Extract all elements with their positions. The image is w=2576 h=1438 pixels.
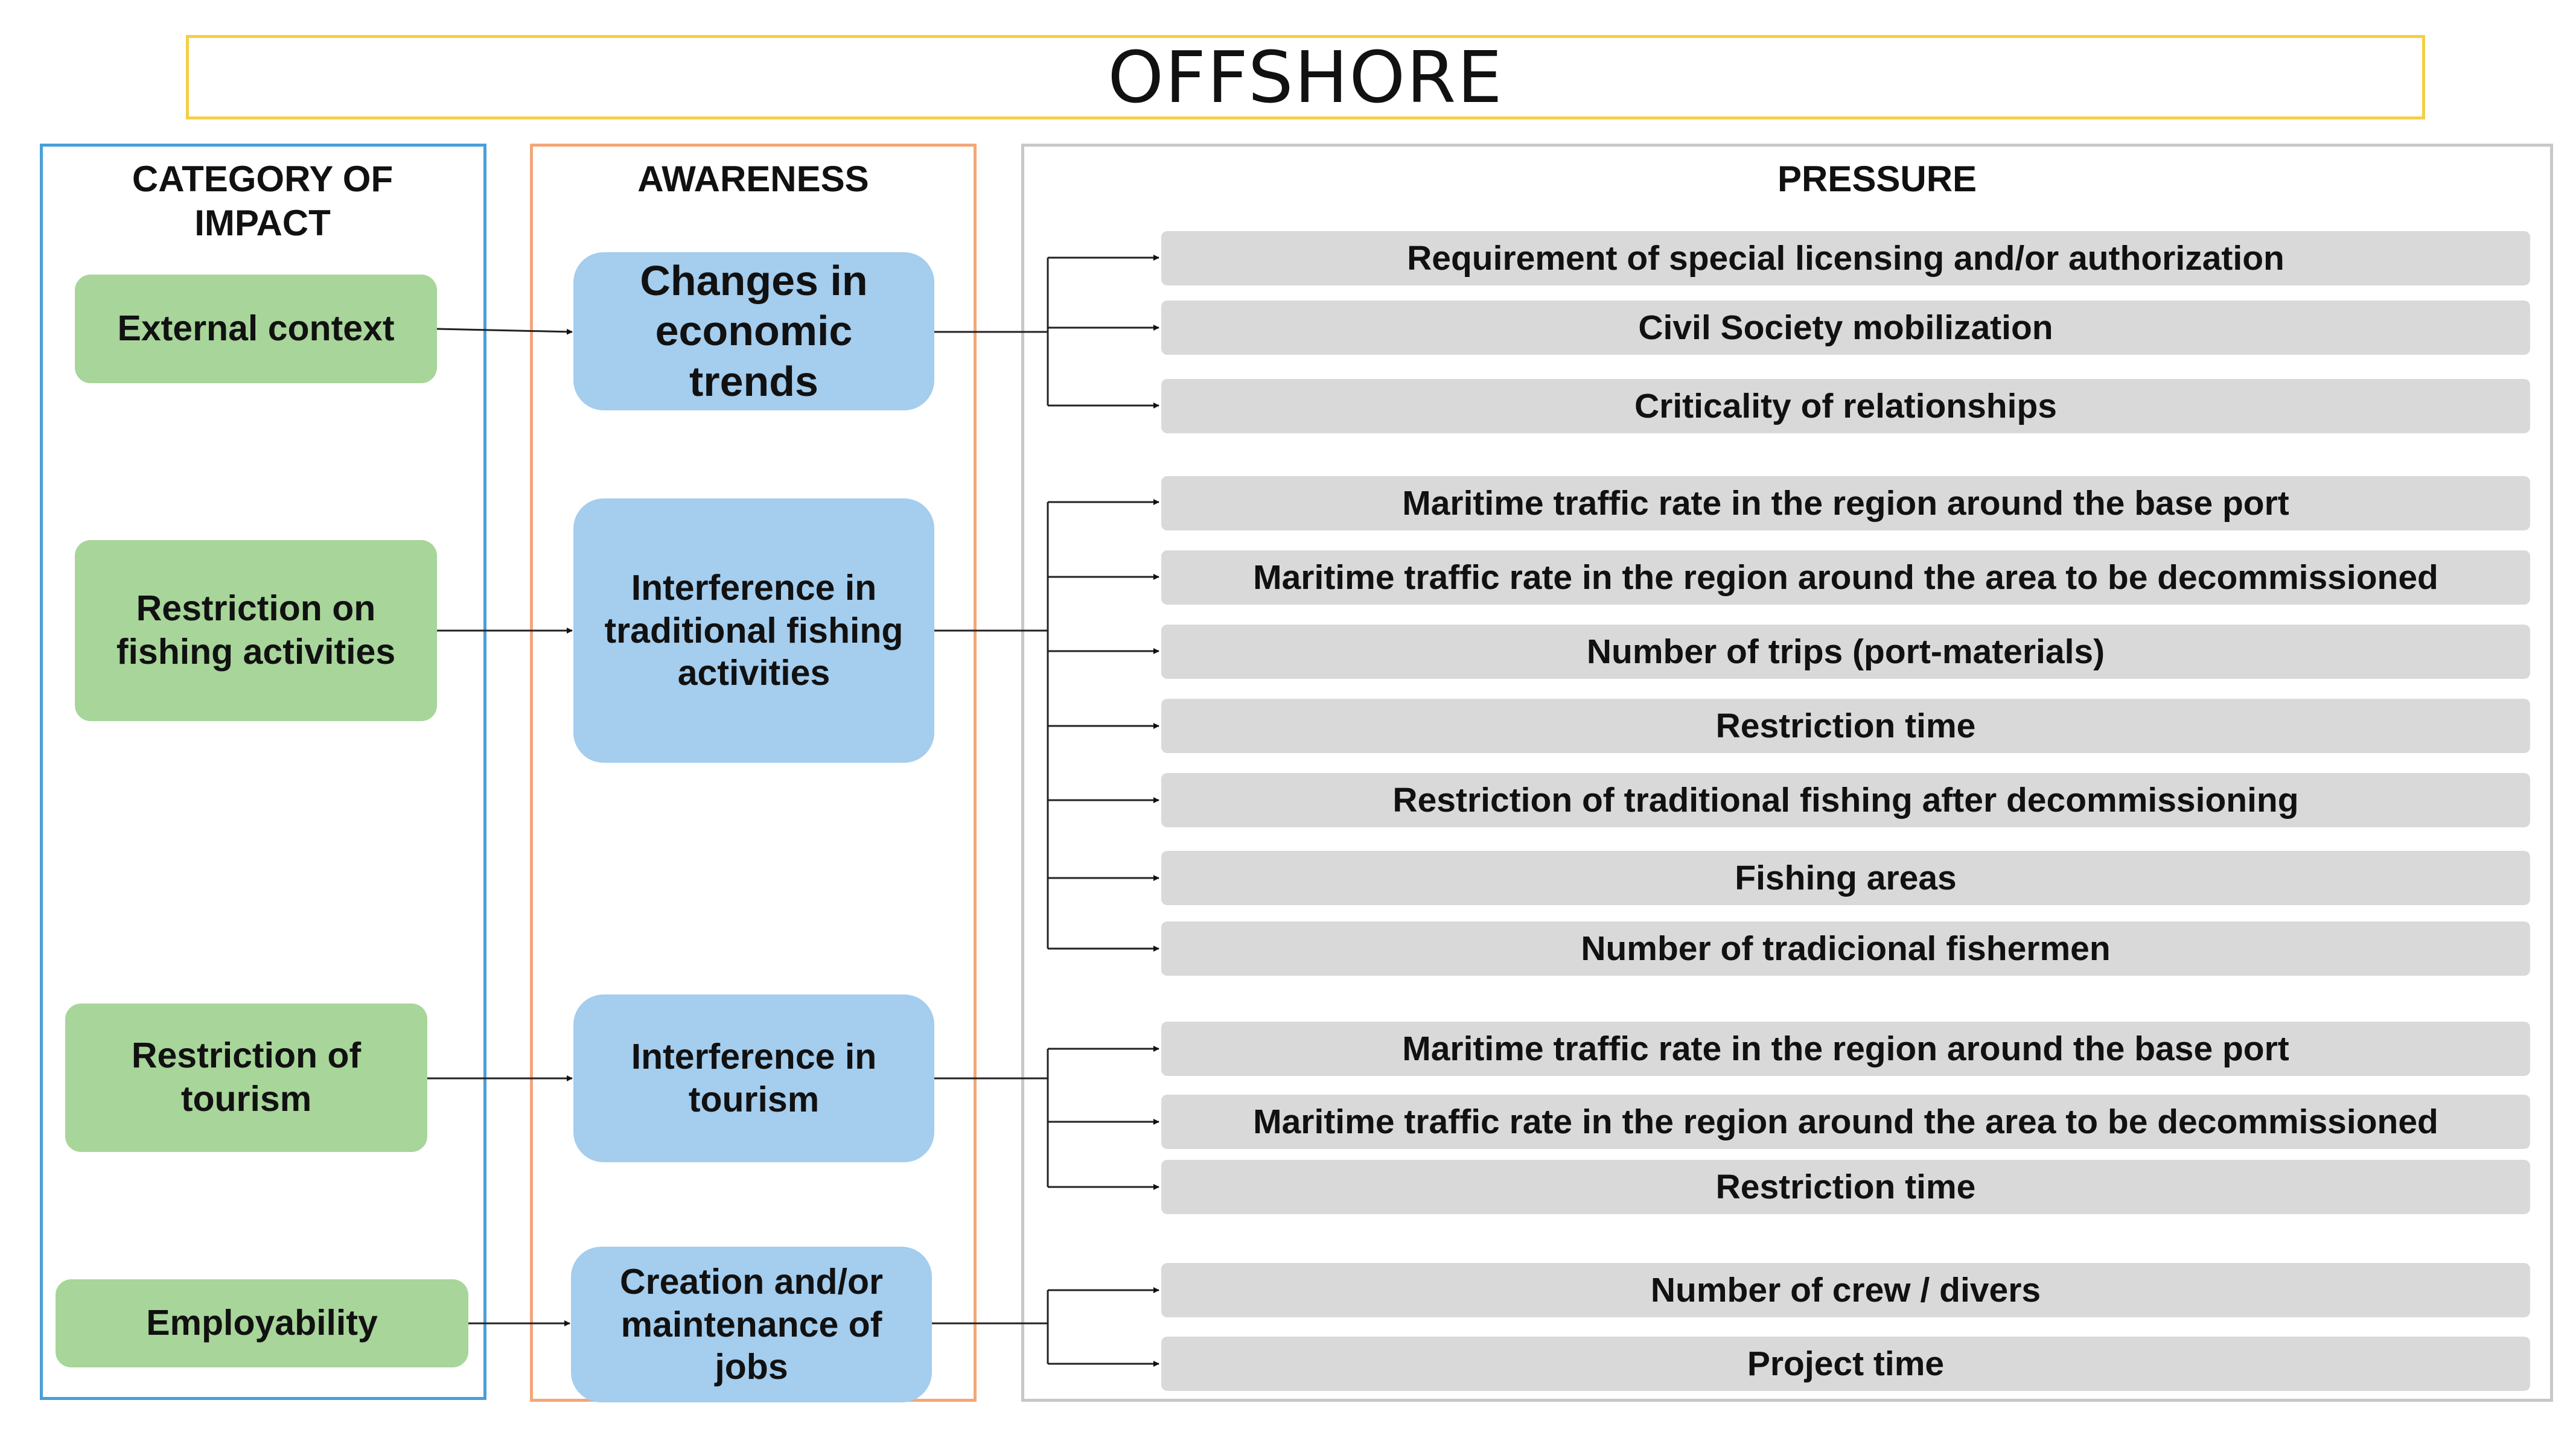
pressure-item: Number of crew / divers <box>1161 1263 2530 1317</box>
pressure-item: Restriction time <box>1161 1160 2530 1214</box>
awareness-column-header: AWARENESS <box>637 159 869 199</box>
category-external-context: External context <box>75 275 437 383</box>
pressure-column-header: PRESSURE <box>1777 159 1977 199</box>
diagram-title: OFFSHORE <box>186 35 2425 119</box>
awareness-tourism: Interference in tourism <box>573 994 934 1162</box>
awareness-jobs: Creation and/or maintenance of jobs <box>571 1247 932 1402</box>
pressure-item: Restriction of traditional fishing after decommissioning <box>1161 773 2530 827</box>
category-restriction-fishing: Restriction on fishing activities <box>75 540 437 721</box>
pressure-item: Fishing areas <box>1161 851 2530 905</box>
category-column-header: CATEGORY OF IMPACT <box>132 159 394 244</box>
pressure-item: Maritime traffic rate in the region around the base port <box>1161 476 2530 530</box>
awareness-traditional-fishing: Interference in traditional fishing activities <box>573 498 934 763</box>
pressure-item: Maritime traffic rate in the region around the area to be decommissioned <box>1161 550 2530 605</box>
pressure-item: Number of trips (port-materials) <box>1161 625 2530 679</box>
pressure-item: Project time <box>1161 1337 2530 1391</box>
pressure-item: Restriction time <box>1161 699 2530 753</box>
category-restriction-tourism: Restriction of tourism <box>65 1004 427 1152</box>
pressure-item: Requirement of special licensing and/or authorization <box>1161 231 2530 285</box>
pressure-item: Criticality of relationships <box>1161 379 2530 433</box>
pressure-item: Maritime traffic rate in the region around the area to be decommissioned <box>1161 1095 2530 1149</box>
pressure-item: Civil Society mobilization <box>1161 301 2530 355</box>
pressure-item: Maritime traffic rate in the region around the base port <box>1161 1022 2530 1076</box>
awareness-economic-trends: Changes in economic trends <box>573 252 934 410</box>
pressure-item: Number of tradicional fishermen <box>1161 921 2530 976</box>
category-employability: Employability <box>56 1279 468 1367</box>
